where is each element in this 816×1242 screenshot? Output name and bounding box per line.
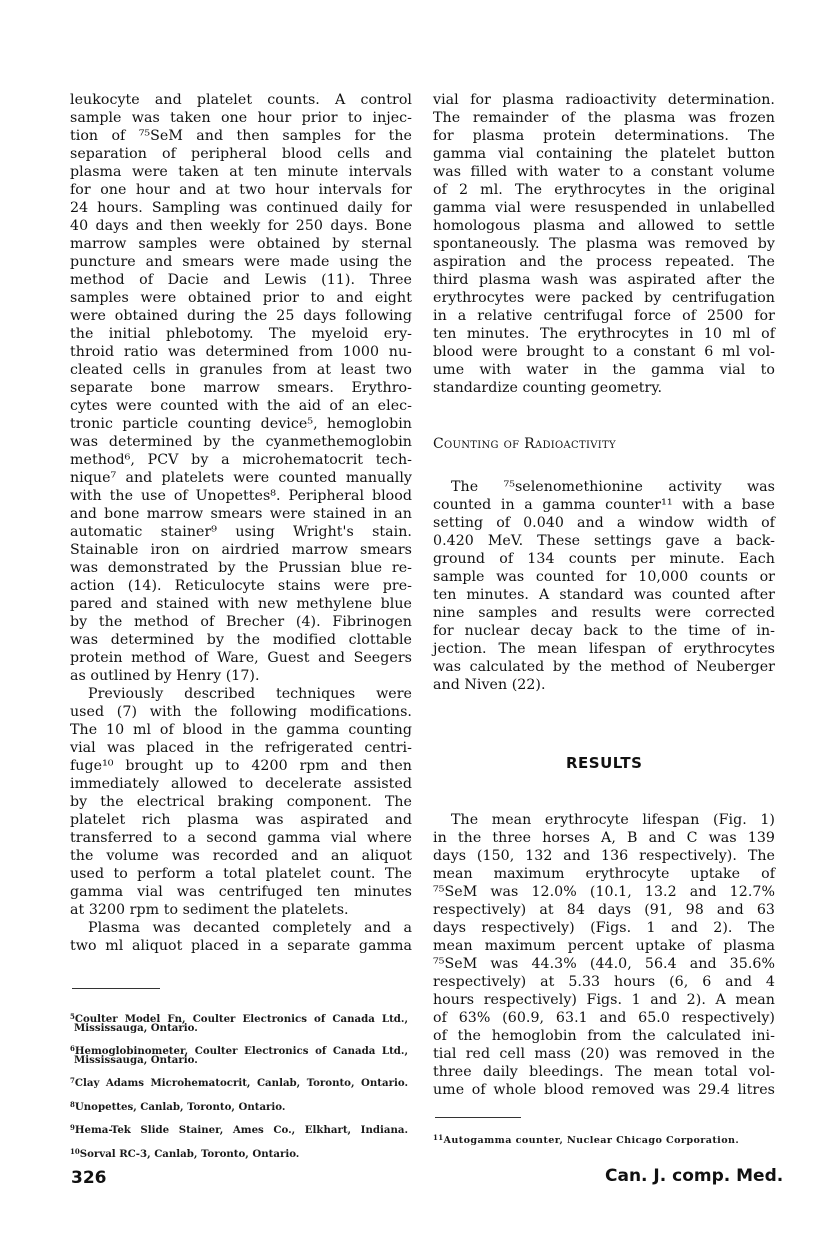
text-line: automatic stainer⁹ using Wright's stain. (70, 524, 412, 540)
footnote-7: $^7$Clay Adams Microhematocrit, Canlab, Toronto, Ontario. (70, 1076, 408, 1089)
text-line: marrow samples were obtained by sternal (70, 236, 412, 252)
text-line: ten minutes. A standard was counted after (433, 587, 775, 603)
text-line: aspiration and the process repeated. The (433, 254, 775, 270)
text-line: ground of 134 counts per minute. Each (433, 551, 775, 567)
text-line: of the hemoglobin from the calculated ini- (433, 1028, 775, 1044)
text-line: standardize counting geometry. (433, 380, 663, 396)
text-line: cytes were counted with the aid of an elec- (70, 398, 412, 414)
text-line: The remainder of the plasma was frozen (433, 110, 775, 126)
text-line: three daily bleedings. The mean total vol- (433, 1064, 775, 1080)
journal-name: Can. J. comp. Med. (605, 1166, 784, 1186)
text-line: action (14). Reticulocyte stains were pre- (70, 578, 412, 594)
text-line: was demonstrated by the Prussian blue re- (70, 560, 412, 576)
text-line: days (150, 132 and 136 respectively). The (433, 848, 775, 864)
text-line: spontaneously. The plasma was removed by (433, 236, 775, 252)
results-heading: RESULTS (566, 754, 643, 772)
text-line: in a relative centrifugal force of 2500 for (433, 308, 775, 324)
text-line: ume with water in the gamma vial to (433, 362, 775, 378)
text-line: the initial phlebotomy. The myeloid ery- (70, 326, 412, 342)
text-line: samples were obtained prior to and eight (70, 290, 412, 306)
text-line: by the electrical braking component. The (70, 794, 412, 810)
text-line: ten minutes. The erythrocytes in 10 ml of (433, 326, 775, 342)
text-line: tial red cell mass (20) was removed in the (433, 1046, 775, 1062)
text-line: method of Dacie and Lewis (11). Three (70, 272, 412, 288)
text-line: two ml aliquot placed in a separate gamma (70, 938, 412, 954)
text-line: mean maximum erythrocyte uptake of (433, 866, 775, 882)
text-line: gamma vial were resuspended in unlabelled (433, 200, 775, 216)
text-line: fuge¹⁰ brought up to 4200 rpm and then (70, 758, 412, 774)
paragraph-first-line: Plasma was decanted completely and a (88, 920, 412, 936)
text-line: the volume was recorded and an aliquot (70, 848, 412, 864)
text-line: ⁷⁵SeM was 44.3% (44.0, 56.4 and 35.6% (433, 956, 775, 972)
text-line: and bone marrow smears were stained in an (70, 506, 412, 522)
text-line: immediately allowed to decelerate assisted (70, 776, 412, 792)
footnote-6-cont: Mississauga, Ontario. (74, 1054, 198, 1066)
text-line: and Niven (22). (433, 677, 546, 693)
text-line: jection. The mean lifespan of erythrocytes (433, 641, 775, 657)
text-line: Stainable iron on airdried marrow smears (70, 542, 412, 558)
text-line: nique⁷ and platelets were counted manually (70, 470, 412, 486)
text-line: of 63% (60.9, 63.1 and 65.0 respectively) (433, 1010, 775, 1026)
footnote-11: $^{11}$Autogamma counter, Nuclear Chicago Corporation. (433, 1133, 740, 1146)
text-line: separate bone marrow smears. Erythro- (70, 380, 412, 396)
footnote-5: $^5$Coulter Model Fn, Coulter Electronics of Canada Ltd., (70, 1012, 408, 1025)
section-heading: Counting of Radioactivity (433, 436, 616, 452)
text-line: platelet rich plasma was aspirated and (70, 812, 412, 828)
footnote-6: $^6$Hemoglobinometer, Coulter Electronics of Canada Ltd., (70, 1044, 408, 1057)
text-line: tronic particle counting device⁵, hemoglobin (70, 416, 412, 432)
text-line: was filled with water to a constant volume (433, 164, 775, 180)
footnote-rule (72, 988, 160, 989)
text-line: vial was placed in the refrigerated centri- (70, 740, 412, 756)
text-line: were obtained during the 25 days following (70, 308, 412, 324)
text-line: as outlined by Henry (17). (70, 668, 260, 684)
text-line: 0.420 MeV. These settings gave a back- (433, 533, 775, 549)
text-line: respectively) at 84 days (91, 98 and 63 (433, 902, 775, 918)
text-line: was calculated by the method of Neuberger (433, 659, 775, 675)
text-line: sample was counted for 10,000 counts or (433, 569, 775, 585)
text-line: leukocyte and platelet counts. A control (70, 92, 412, 108)
text-line: was determined by the cyanmethemoglobin (70, 434, 412, 450)
text-line: of 2 ml. The erythrocytes in the original (433, 182, 775, 198)
footnote-9: $^9$Hema-Tek Slide Stainer, Ames Co., Elkhart, Indiana. (70, 1123, 408, 1136)
text-line: throid ratio was determined from 1000 nu- (70, 344, 412, 360)
footnote-5-cont: Mississauga, Ontario. (74, 1022, 198, 1034)
text-line: plasma were taken at ten minute intervals (70, 164, 412, 180)
text-line: gamma vial was centrifuged ten minutes (70, 884, 412, 900)
text-line: for nuclear decay back to the time of in- (433, 623, 775, 639)
text-line: mean maximum percent uptake of plasma (433, 938, 775, 954)
text-line: sample was taken one hour prior to injec- (70, 110, 412, 126)
text-line: used to perform a total platelet count. The (70, 866, 412, 882)
text-line: erythrocytes were packed by centrifugation (433, 290, 775, 306)
text-line: for one hour and at two hour intervals for (70, 182, 412, 198)
text-line: 40 days and then weekly for 250 days. Bone (70, 218, 412, 234)
text-line: separation of peripheral blood cells and (70, 146, 412, 162)
text-line: setting of 0.040 and a window width of (433, 515, 775, 531)
footnote-rule (435, 1117, 521, 1118)
text-line: vial for plasma radioactivity determination. (433, 92, 775, 108)
text-line: third plasma wash was aspirated after the (433, 272, 775, 288)
text-line: by the method of Brecher (4). Fibrinogen (70, 614, 412, 630)
text-line: tion of ⁷⁵SeM and then samples for the (70, 128, 412, 144)
text-line: used (7) with the following modifications. (70, 704, 412, 720)
text-line: 24 hours. Sampling was continued daily for (70, 200, 412, 216)
text-line: ⁷⁵SeM was 12.0% (10.1, 13.2 and 12.7% (433, 884, 775, 900)
text-line: ume of whole blood removed was 29.4 litres (433, 1082, 775, 1098)
text-line: hours respectively) Figs. 1 and 2). A mean (433, 992, 775, 1008)
text-line: counted in a gamma counter¹¹ with a base (433, 497, 775, 513)
footnote-10: $^{10}$Sorval RC-3, Canlab, Toronto, Ontario. (70, 1147, 300, 1160)
text-line: blood were brought to a constant 6 ml vol- (433, 344, 775, 360)
paragraph-first-line: Previously described techniques were (88, 686, 412, 702)
text-line: The 10 ml of blood in the gamma counting (70, 722, 412, 738)
text-line: for plasma protein determinations. The (433, 128, 775, 144)
text-line: nine samples and results were corrected (433, 605, 775, 621)
text-line: pared and stained with new methylene blue (70, 596, 412, 612)
text-line: with the use of Unopettes⁸. Peripheral blood (70, 488, 412, 504)
page-number: 326 (71, 1168, 107, 1188)
text-line: was determined by the modified clottable (70, 632, 412, 648)
text-line: days respectively) (Figs. 1 and 2). The (433, 920, 775, 936)
paragraph-first-line: The ⁷⁵selenomethionine activity was (451, 479, 775, 495)
text-line: at 3200 rpm to sediment the platelets. (70, 902, 349, 918)
text-line: protein method of Ware, Guest and Seegers (70, 650, 412, 666)
text-line: homologous plasma and allowed to settle (433, 218, 775, 234)
text-line: cleated cells in granules from at least two (70, 362, 412, 378)
text-line: in the three horses A, B and C was 139 (433, 830, 775, 846)
text-line: puncture and smears were made using the (70, 254, 412, 270)
text-line: respectively) at 5.33 hours (6, 6 and 4 (433, 974, 775, 990)
text-line: transferred to a second gamma vial where (70, 830, 412, 846)
footnote-8: $^8$Unopettes, Canlab, Toronto, Ontario. (70, 1100, 286, 1113)
text-line: method⁶, PCV by a microhematocrit tech- (70, 452, 412, 468)
text-line: gamma vial containing the platelet button (433, 146, 775, 162)
paragraph-first-line: The mean erythrocyte lifespan (Fig. 1) (451, 812, 775, 828)
